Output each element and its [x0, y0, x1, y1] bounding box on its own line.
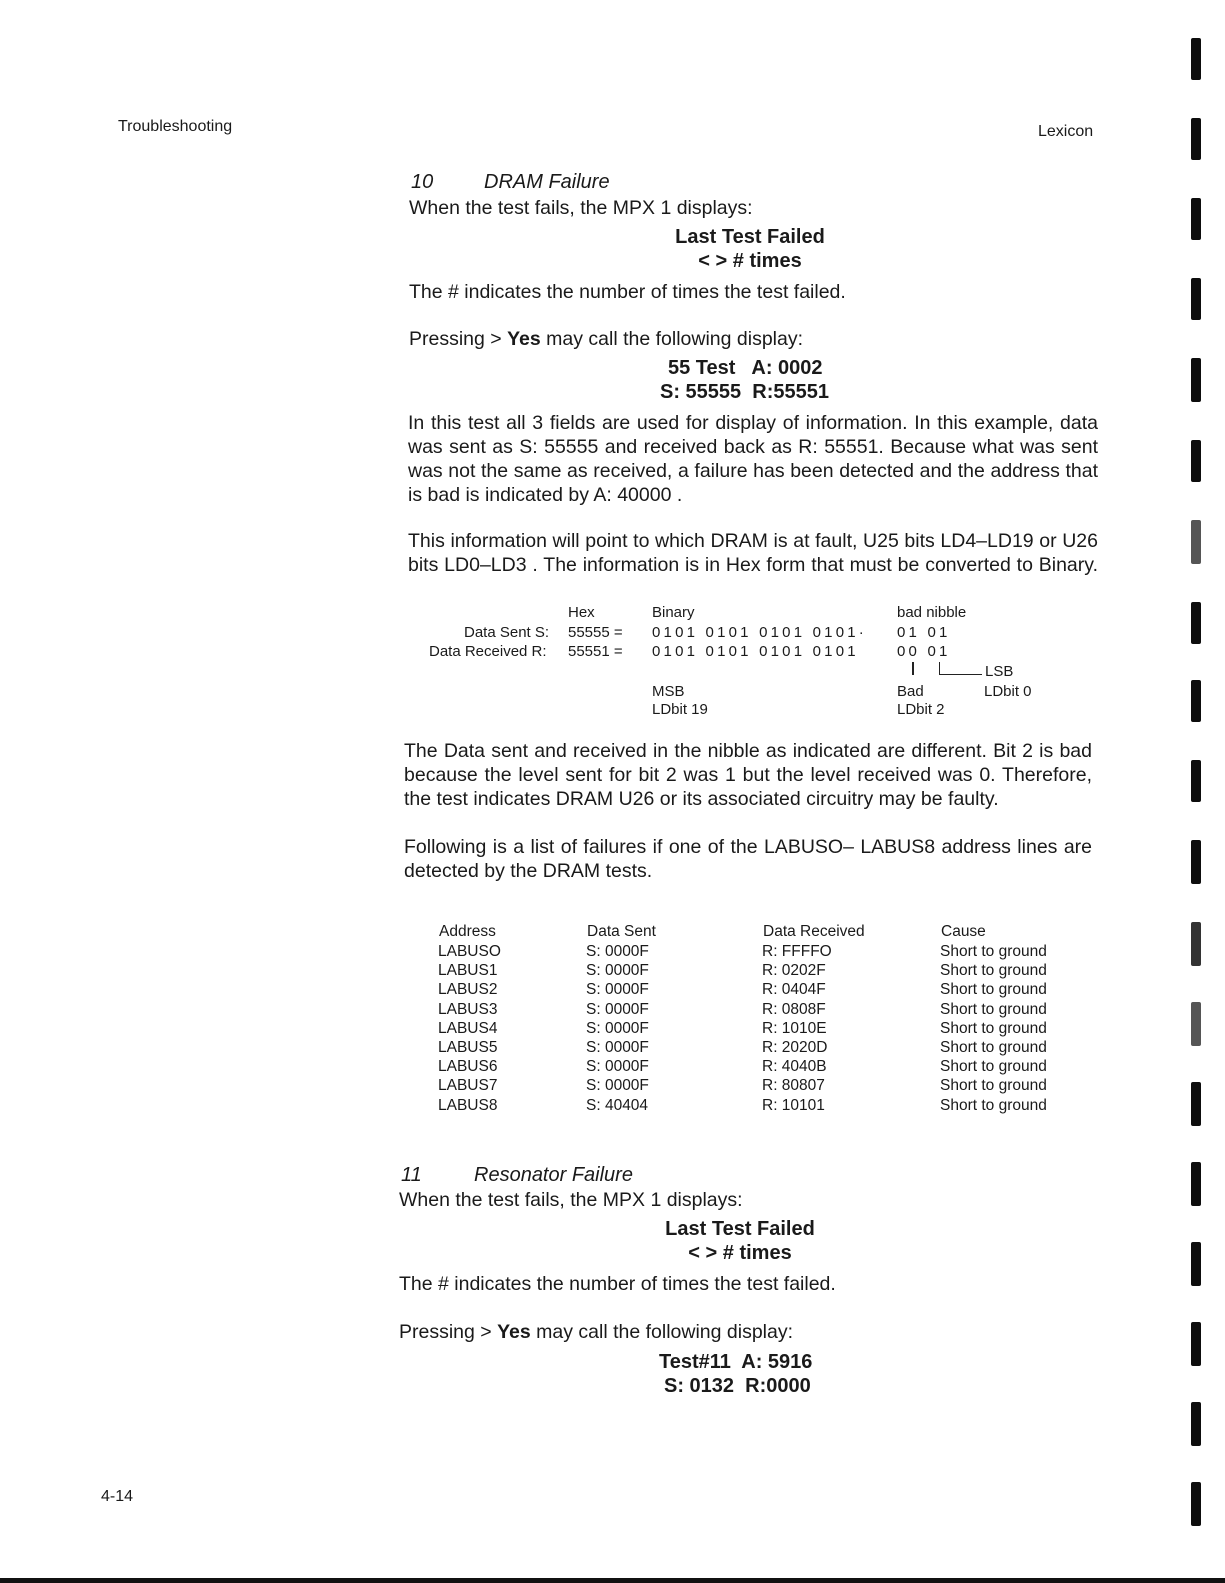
page-number: 4-14 [101, 1488, 134, 1505]
binder-mark [1191, 1242, 1201, 1286]
table-cell: R: 1010E [762, 1019, 827, 1037]
display-s-r-values-11: S: 0132 R:0000 [664, 1375, 811, 1397]
binder-mark [1191, 922, 1201, 966]
ldbit2-label: LDbit 2 [897, 701, 945, 718]
ldbit0-label: LDbit 0 [984, 683, 1032, 700]
column-header-data-sent: Data Sent [587, 923, 656, 940]
table-cell: Short to ground [940, 1077, 1047, 1095]
table-cell: Short to ground [940, 1019, 1047, 1037]
display-last-test-failed-11: Last Test Failed [665, 1218, 815, 1240]
section-11-number: 11 [401, 1164, 422, 1186]
table-cell: R: 4040B [762, 1058, 827, 1076]
bad-nibble-header: bad nibble [897, 604, 967, 621]
data-sent-binary: 0101 0101 0101 0101· [652, 624, 867, 641]
binder-mark [1191, 198, 1201, 240]
table-cell: R: 0202F [762, 962, 826, 980]
table-cell: S: 0000F [586, 962, 649, 980]
binder-mark [1191, 520, 1201, 564]
table-cell: S: 0000F [586, 981, 649, 999]
binder-mark [1191, 1082, 1201, 1126]
binder-mark [1191, 1002, 1201, 1046]
table-cell: LABUS2 [438, 981, 498, 999]
data-received-label: Data Received R: [429, 643, 547, 660]
column-header-cause: Cause [941, 923, 986, 940]
table-cell: S: 40404 [586, 1096, 649, 1114]
hash-note-11: The # indicates the number of times the test failed. [399, 1273, 836, 1295]
table-cell: LABUS8 [438, 1096, 498, 1114]
table-cell: LABUS1 [438, 962, 498, 980]
data-received-binary: 0101 0101 0101 0101 [652, 643, 859, 660]
table-cell: Short to ground [940, 1039, 1047, 1057]
table-cell: R: 80807 [762, 1077, 825, 1095]
binder-mark [1191, 118, 1201, 160]
binder-mark [1191, 38, 1201, 80]
data-sent-hex: 55555 = [568, 624, 623, 641]
table-cell: Short to ground [940, 1000, 1047, 1018]
table-cell: S: 0000F [586, 1039, 649, 1057]
table-cell: LABUS6 [438, 1058, 498, 1076]
display-last-test-failed: Last Test Failed [675, 226, 825, 248]
section-11-title: Resonator Failure [474, 1164, 633, 1186]
binder-mark [1191, 440, 1201, 482]
hash-note: The # indicates the number of times the test failed. [409, 281, 846, 303]
display-times-11: < > # times [688, 1242, 792, 1264]
column-header-address: Address [439, 923, 496, 940]
table-cell: S: 0000F [586, 1058, 649, 1076]
lsb-label: LSB [985, 663, 1014, 680]
table-cell: Short to ground [940, 1096, 1047, 1114]
table-column-data-received [762, 942, 832, 1115]
running-header-right: Lexicon [1038, 123, 1094, 140]
table-cell: Short to ground [940, 943, 1047, 960]
ldbit19-label: LDbit 19 [652, 701, 708, 718]
table-cell: S: 0000F [586, 1077, 649, 1095]
table-cell: LABUS7 [438, 1077, 498, 1095]
section-10-intro: When the test fails, the MPX 1 displays: [409, 197, 753, 219]
binder-mark [1191, 1482, 1201, 1526]
lsb-pointer [939, 662, 982, 675]
table-cell: R: 2020D [762, 1039, 828, 1057]
display-times: < > # times [698, 250, 802, 272]
paragraph-labus-failures: Following is a list of failures if one of the LABUSO– LABUS8 address lines are detected by the DRAM tests. [404, 836, 1092, 882]
table-cell: Short to ground [940, 962, 1047, 980]
paragraph-dram-fault: This information will point to which DRAM is at fault, U25 bits LD4–LD19 or U26 bits LD0–LD3 . The information is in Hex form that must be converted to Binary. [408, 530, 1098, 576]
column-header-data-received: Data Received [763, 923, 865, 940]
binary-header: Binary [652, 604, 695, 621]
data-sent-nibble: 01 01 [897, 624, 951, 641]
binder-mark [1191, 680, 1201, 722]
section-11-intro: When the test fails, the MPX 1 displays: [399, 1189, 743, 1211]
table-cell: LABUS3 [438, 1000, 498, 1018]
table-cell: R: 0808F [762, 1000, 826, 1018]
paragraph-test-fields: In this test all 3 fields are used for display of information. In this example, data was sent as S: 55555 and received back as R: 55551. Because what was sent was not the same as received, a failure has been detected and the address that is bad is indicated by A: 40000 . [408, 412, 1098, 506]
table-cell: LABUS4 [438, 1019, 498, 1037]
binder-mark [1191, 1402, 1201, 1446]
table-column-data-sent [586, 942, 649, 1115]
section-10-title: DRAM Failure [484, 171, 610, 193]
pressing-yes-line-11: Pressing > Yes may call the following display: [399, 1321, 794, 1343]
bottom-scan-edge [0, 1578, 1225, 1583]
paragraph-bit-2-bad: The Data sent and received in the nibble as indicated are different. Bit 2 is bad because the level sent for bit 2 was 1 but the level received was 0. Therefore, the test indicates DRAM U26 or its associated circuitry may be faulty. [404, 740, 1092, 810]
pressing-yes-line: Pressing > Yes may call the following display: [409, 328, 804, 350]
binder-mark [1191, 1322, 1201, 1366]
binder-mark [1191, 278, 1201, 320]
hex-header: Hex [568, 604, 595, 621]
binder-mark [1191, 602, 1201, 644]
running-header-left: Troubleshooting [118, 118, 233, 135]
bad-label: Bad [897, 683, 924, 700]
bad-bit-pointer [912, 662, 914, 675]
binder-mark [1191, 1162, 1201, 1206]
binder-mark [1191, 760, 1201, 802]
table-cell: Short to ground [940, 981, 1047, 999]
table-cell: R: FFFFO [762, 943, 832, 960]
display-s-r-values: S: 55555 R:55551 [660, 381, 830, 403]
table-cell: LABUSO [438, 943, 501, 960]
table-cell: S: 0000F [586, 1000, 649, 1018]
msb-label: MSB [652, 683, 685, 700]
table-cell: S: 0000F [586, 1019, 649, 1037]
data-sent-label: Data Sent S: [464, 624, 550, 641]
table-cell: LABUS5 [438, 1039, 498, 1057]
data-received-hex: 55551 = [568, 643, 623, 660]
binder-mark [1191, 840, 1201, 884]
table-column-cause [940, 942, 1047, 1115]
table-cell: R: 10101 [762, 1096, 825, 1114]
display-test-11: Test#11 A: 5916 [659, 1351, 813, 1373]
binder-mark [1191, 358, 1201, 402]
table-cell: Short to ground [940, 1058, 1047, 1076]
section-10-number: 10 [411, 171, 434, 193]
table-cell: R: 0404F [762, 981, 826, 999]
table-column-address [438, 942, 501, 1115]
display-55-test: 55 Test A: 0002 [668, 357, 823, 379]
data-received-nibble: 00 01 [897, 643, 951, 660]
table-cell: S: 0000F [586, 943, 649, 960]
